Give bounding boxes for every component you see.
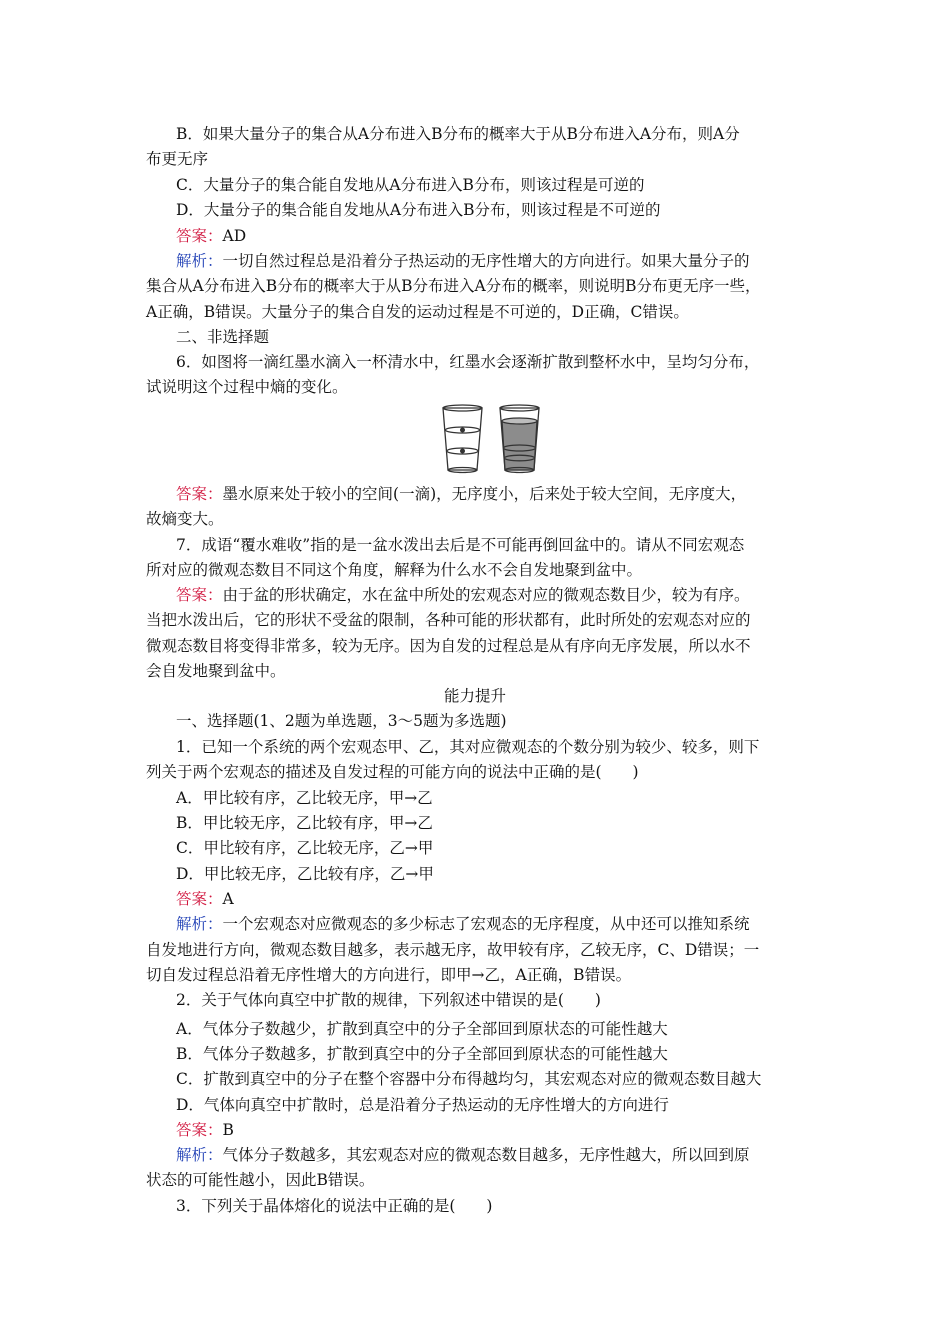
q7-answer-line3: 微观态数目将变得非常多，较为无序。因为自发的过程总是从有序向无序发展，所以水不 — [146, 637, 751, 655]
q6-answer-line1: 答案：墨水原来处于较小的空间(一滴)，无序度小，后来处于较大空间，无序度大， — [176, 485, 747, 503]
p1-option-a: A．甲比较有序，乙比较无序，甲→乙 — [176, 789, 433, 807]
p1-line2: 列关于两个宏观态的描述及自发过程的可能方向的说法中正确的是( ) — [146, 763, 639, 781]
clear-water-glass — [443, 405, 482, 473]
analysis-line1: 解析：一切自然过程总是沿着分子热运动的无序性增大的方向进行。如果大量分子的 — [176, 252, 750, 270]
ink-water-glass — [500, 405, 539, 473]
analysis-line2: 集合从A分布进入B分布的概率大于从B分布进入A分布的概率，则说明B分布更无序一些， — [146, 277, 761, 295]
analysis-label: 解析： — [176, 252, 223, 270]
choice-heading: 一、选择题(1、2题为单选题，3～5题为多选题) — [176, 712, 507, 730]
p2-analysis-line2: 状态的可能性越小，因此B错误。 — [146, 1171, 375, 1189]
analysis-line3: A正确，B错误。大量分子的集合自发的运动过程是不可逆的，D正确，C错误。 — [146, 303, 689, 321]
p2-question: 2．关于气体向真空中扩散的规律，下列叙述中错误的是( ) — [176, 991, 601, 1009]
p3-question: 3．下列关于晶体熔化的说法中正确的是( ) — [176, 1197, 493, 1215]
option-d: D．大量分子的集合能自发地从A分布进入B分布，则该过程是不可逆的 — [176, 201, 661, 219]
q6-line2: 试说明这个过程中熵的变化。 — [146, 378, 348, 396]
q6-answer-line2: 故熵变大。 — [146, 510, 224, 528]
p1-option-b: B．甲比较无序，乙比较有序，甲→乙 — [176, 814, 433, 832]
p1-option-d: D．甲比较无序，乙比较有序，乙→甲 — [176, 865, 434, 883]
section-heading: 二、非选择题 — [176, 328, 270, 346]
p1-line1: 1．已知一个系统的两个宏观态甲、乙，其对应微观态的个数分别为较少、较多，则下 — [176, 738, 760, 756]
option-c: C．大量分子的集合能自发地从A分布进入B分布，则该过程是可逆的 — [176, 176, 645, 194]
p2-option-d: D．气体向真空中扩散时，总是沿着分子热运动的无序性增大的方向进行 — [176, 1096, 669, 1114]
q7-line1: 7．成语“覆水难收”指的是一盆水泼出去后是不可能再倒回盆中的。请从不同宏观态 — [176, 536, 745, 554]
answer-line — [176, 226, 246, 246]
p2-option-b: B．气体分子数越多，扩散到真空中的分子全部回到原状态的可能性越大 — [176, 1045, 668, 1063]
p2-option-a: A．气体分子数越少，扩散到真空中的分子全部回到原状态的可能性越大 — [176, 1020, 668, 1038]
p1-answer: 答案：A — [176, 890, 234, 908]
p1-analysis-line1: 解析：一个宏观态对应微观态的多少标志了宏观态的无序程度，从中还可以推知系统 — [176, 915, 750, 933]
q7-answer-line2: 当把水泼出后，它的形状不受盆的限制，各种可能的形状都有，此时所处的宏观态对应的 — [146, 611, 751, 629]
section-title-ability: 能力提升 — [443, 687, 506, 705]
ink-diffusion-figure — [440, 404, 542, 474]
p2-analysis-line1: 解析：气体分子数越多，其宏观态对应的微观态数目越多，无序性越大，所以回到原 — [176, 1146, 750, 1164]
option-b-line1: B．如果大量分子的集合从A分布进入B分布的概率大于从B分布进入A分布，则A分 — [176, 125, 740, 143]
q7-answer-line1: 答案：由于盆的形状确定，水在盆中所处的宏观态对应的微观态数目少，较为有序。 — [176, 586, 750, 604]
answer-value: AD — [222, 227, 247, 245]
q6-line1: 6．如图将一滴红墨水滴入一杯清水中，红墨水会逐渐扩散到整杯水中，呈均匀分布， — [176, 353, 760, 371]
p2-option-c: C．扩散到真空中的分子在整个容器中分布得越均匀，其宏观态对应的微观态数目越大 — [176, 1070, 762, 1088]
p2-answer: 答案：B — [176, 1121, 234, 1139]
q7-answer-line4: 会自发地聚到盆中。 — [146, 662, 286, 680]
p1-analysis-line3: 切自发过程总沿着无序性增大的方向进行，即甲→乙，A正确，B错误。 — [146, 966, 632, 984]
option-b-line2: 布更无序 — [146, 150, 209, 168]
p1-option-c: C．甲比较有序，乙比较无序，乙→甲 — [176, 839, 434, 857]
q7-line2: 所对应的微观态数目不同这个角度，解释为什么水不会自发地聚到盆中。 — [146, 561, 643, 579]
p1-analysis-line2: 自发地进行方向，微观态数目越多，表示越无序，故甲较有序，乙较无序，C、D错误；一 — [146, 941, 760, 959]
answer-label: 答案： — [176, 227, 223, 245]
